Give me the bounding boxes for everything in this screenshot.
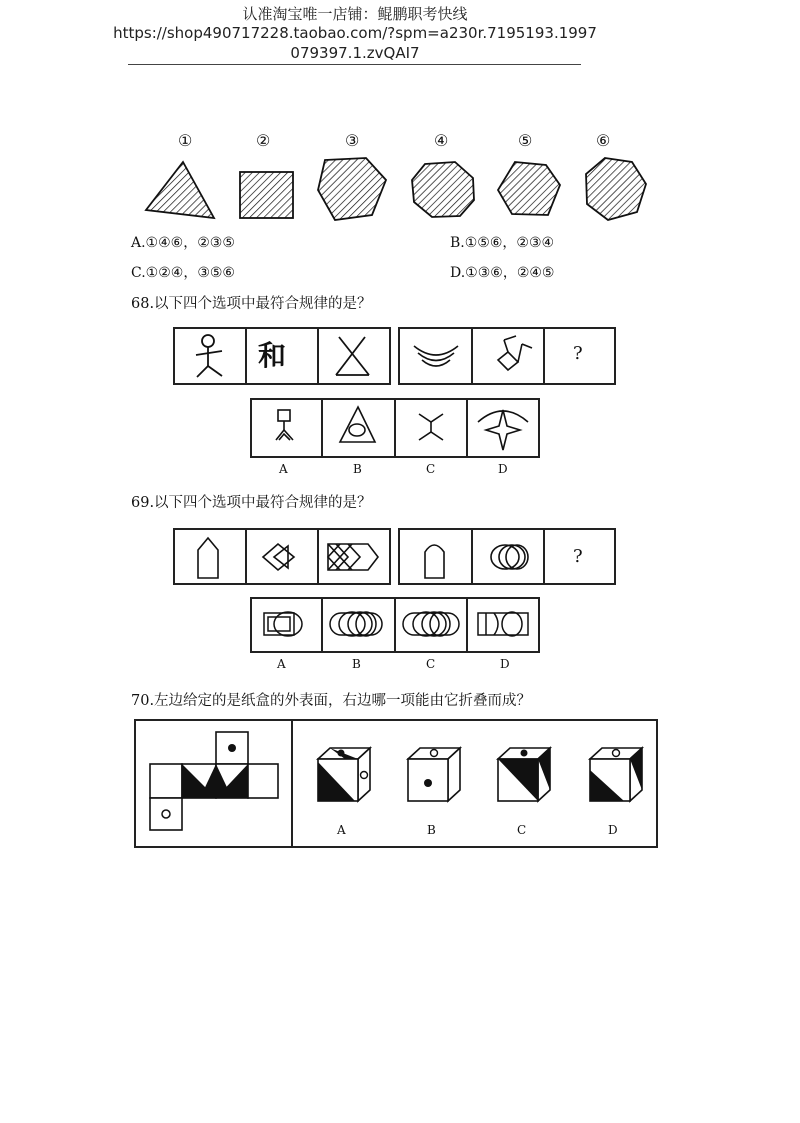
q69-label-b: B [352,657,361,671]
q70-label-b: B [427,823,436,837]
q68-char: 和 [258,339,287,372]
q67-num-4: ④ [434,131,449,150]
net-top-dot-icon [228,744,236,752]
header-line-1: 认准淘宝唯一店铺：鲲鹏职考快线 [242,5,468,23]
q67-option-d[interactable]: D.①③⑥，②④⑤ [450,265,555,281]
q69-option-d-figure[interactable] [478,612,528,636]
q69-question-mark: ? [573,546,583,567]
hourglass-icon [336,337,369,375]
q69-label-a: A [277,657,286,671]
shape-1-triangle [146,162,214,218]
q69-option-figures [0,590,800,670]
q67-num-2: ② [256,131,271,150]
header-line-2[interactable]: https://shop490717228.taobao.com/?spm=a230r.7195193.1997 [113,24,597,42]
q70-label-a: A [337,823,346,837]
q69-title: 69.以下四个选项中最符合规律的是？ [131,495,372,511]
q70-label-c: C [517,823,527,837]
shape-3-pentagon [318,158,386,220]
q70-figures [0,712,800,852]
q69-problem-figures [0,520,800,600]
q69-label-d: D [500,657,510,671]
net-bottom-circle-icon [162,810,170,818]
q67-num-1: ① [178,131,193,150]
q68-option-b-figure[interactable] [340,407,375,442]
q67-option-a[interactable]: A.①④⑥，②③⑤ [131,235,235,251]
diamond-lines-icon [498,336,532,370]
shape-2-square [240,172,293,218]
stick-figure-icon [196,335,222,377]
q69-option-c-figure[interactable] [403,612,459,636]
q68-label-d: D [498,462,508,476]
q69-label-c: C [426,657,436,671]
q67-num-6: ⑥ [596,131,611,150]
q70-label-d: D [608,823,618,837]
house-icon [198,538,218,578]
arch-icon [425,545,444,578]
q68-option-c-figure[interactable] [419,414,443,440]
circles-icon [491,545,528,569]
arrow-diamonds-icon [328,544,378,570]
shape-5-hexagon [498,162,560,215]
q68-option-figures [0,392,800,472]
q68-label-a: A [279,462,288,476]
q67-num-3: ③ [345,131,360,150]
q68-question-mark: ? [573,343,583,364]
curves-icon [414,346,458,366]
q69-option-a-figure[interactable] [264,612,302,636]
q67-figures [0,0,800,240]
q68-label-c: C [426,462,436,476]
q68-option-a-figure[interactable] [276,410,293,440]
q70-title: 70.左边给定的是纸盒的外表面，右边哪一项能由它折叠而成？ [131,693,532,709]
shape-4-octagon [412,162,474,217]
q68-label-b: B [353,462,362,476]
q67-option-b[interactable]: B.①⑤⑥，②③④ [450,235,555,251]
q69-option-b-figure[interactable] [330,612,382,636]
fish-icon [263,544,294,570]
shape-6-heptagon [586,158,646,220]
q67-option-c[interactable]: C.①②④，③⑤⑥ [131,265,235,281]
q68-title: 68.以下四个选项中最符合规律的是？ [131,296,372,312]
header-line-3: 079397.1.zvQAI7 [290,44,420,62]
q68-problem-figures [0,320,800,400]
q67-num-5: ⑤ [518,131,533,150]
q68-option-d-figure[interactable] [478,410,528,450]
